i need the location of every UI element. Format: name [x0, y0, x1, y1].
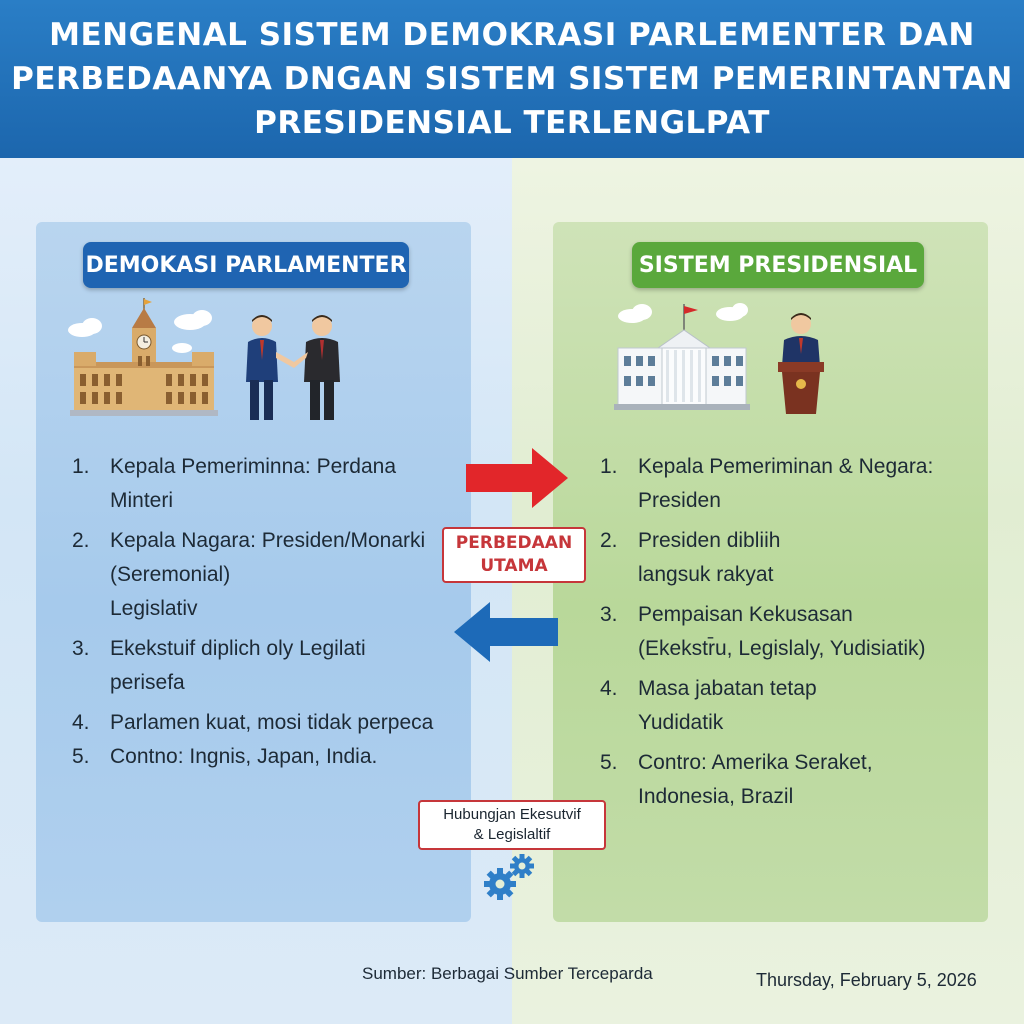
white-house-icon — [612, 300, 752, 412]
relation-badge: Hubungjan Ekesutvif & Legislaltif — [418, 800, 606, 850]
title-banner — [0, 0, 1024, 158]
list-item: 1. Kepala Pemeriminna: Perdana Minteri — [72, 455, 397, 512]
list-item: 2. Kepala Nagara: Presiden/Monarki (Seremonial) Legislativ — [72, 529, 426, 620]
list-item: 3. Pempaisan Kekusasan (Ekekstr̄u, Legislaly, Yudisiatik) — [600, 603, 926, 660]
title-line-2: PERBEDAANYA DNGAN SISTEM SISTEM PEMERINTANTAN — [11, 61, 1013, 97]
main-difference-badge: PERBEDAAN UTAMA — [442, 527, 586, 583]
parliamentary-list — [72, 450, 467, 780]
presidential-heading: SISTEM PRESIDENSIAL — [632, 242, 924, 288]
title-line-3: PRESIDENSIAL TERLENGLPAT — [254, 105, 770, 141]
list-item: 5. Contno: Ingnis, Japan, India. — [72, 745, 378, 768]
presidential-list — [600, 450, 980, 820]
list-item: 4. Masa jabatan tetap Yudidatik — [600, 677, 817, 734]
parliament-building-icon — [60, 296, 220, 420]
gears-icon — [482, 852, 540, 902]
parliamentary-heading: DEMOKASI PARLAMENTER — [83, 242, 409, 288]
list-item: 2. Presiden dibliih langsuk rakyat — [600, 529, 781, 586]
handshake-icon — [240, 312, 350, 424]
arrow-left-icon — [452, 600, 560, 664]
arrow-right-icon — [466, 446, 570, 510]
list-item: 3. Ekekstuif diplich oly Legilati perisefa — [72, 637, 366, 694]
source-note: Sumber: Berbagai Sumber Terceparda — [362, 964, 653, 983]
list-item: 1. Kepala Pemeriminan & Negara: Presiden — [600, 455, 934, 512]
list-item: 5. Contro: Amerika Seraket, Indonesia, Brazil — [600, 751, 873, 808]
list-item: 4. Parlamen kuat, mosi tidak perpeca — [72, 711, 434, 734]
podium-speaker-icon — [772, 310, 830, 416]
title-line-1: MENGENAL SISTEM DEMOKRASI PARLEMENTER DAN — [49, 17, 975, 53]
date-label: Thursday, February 5, 2026 — [756, 970, 977, 990]
